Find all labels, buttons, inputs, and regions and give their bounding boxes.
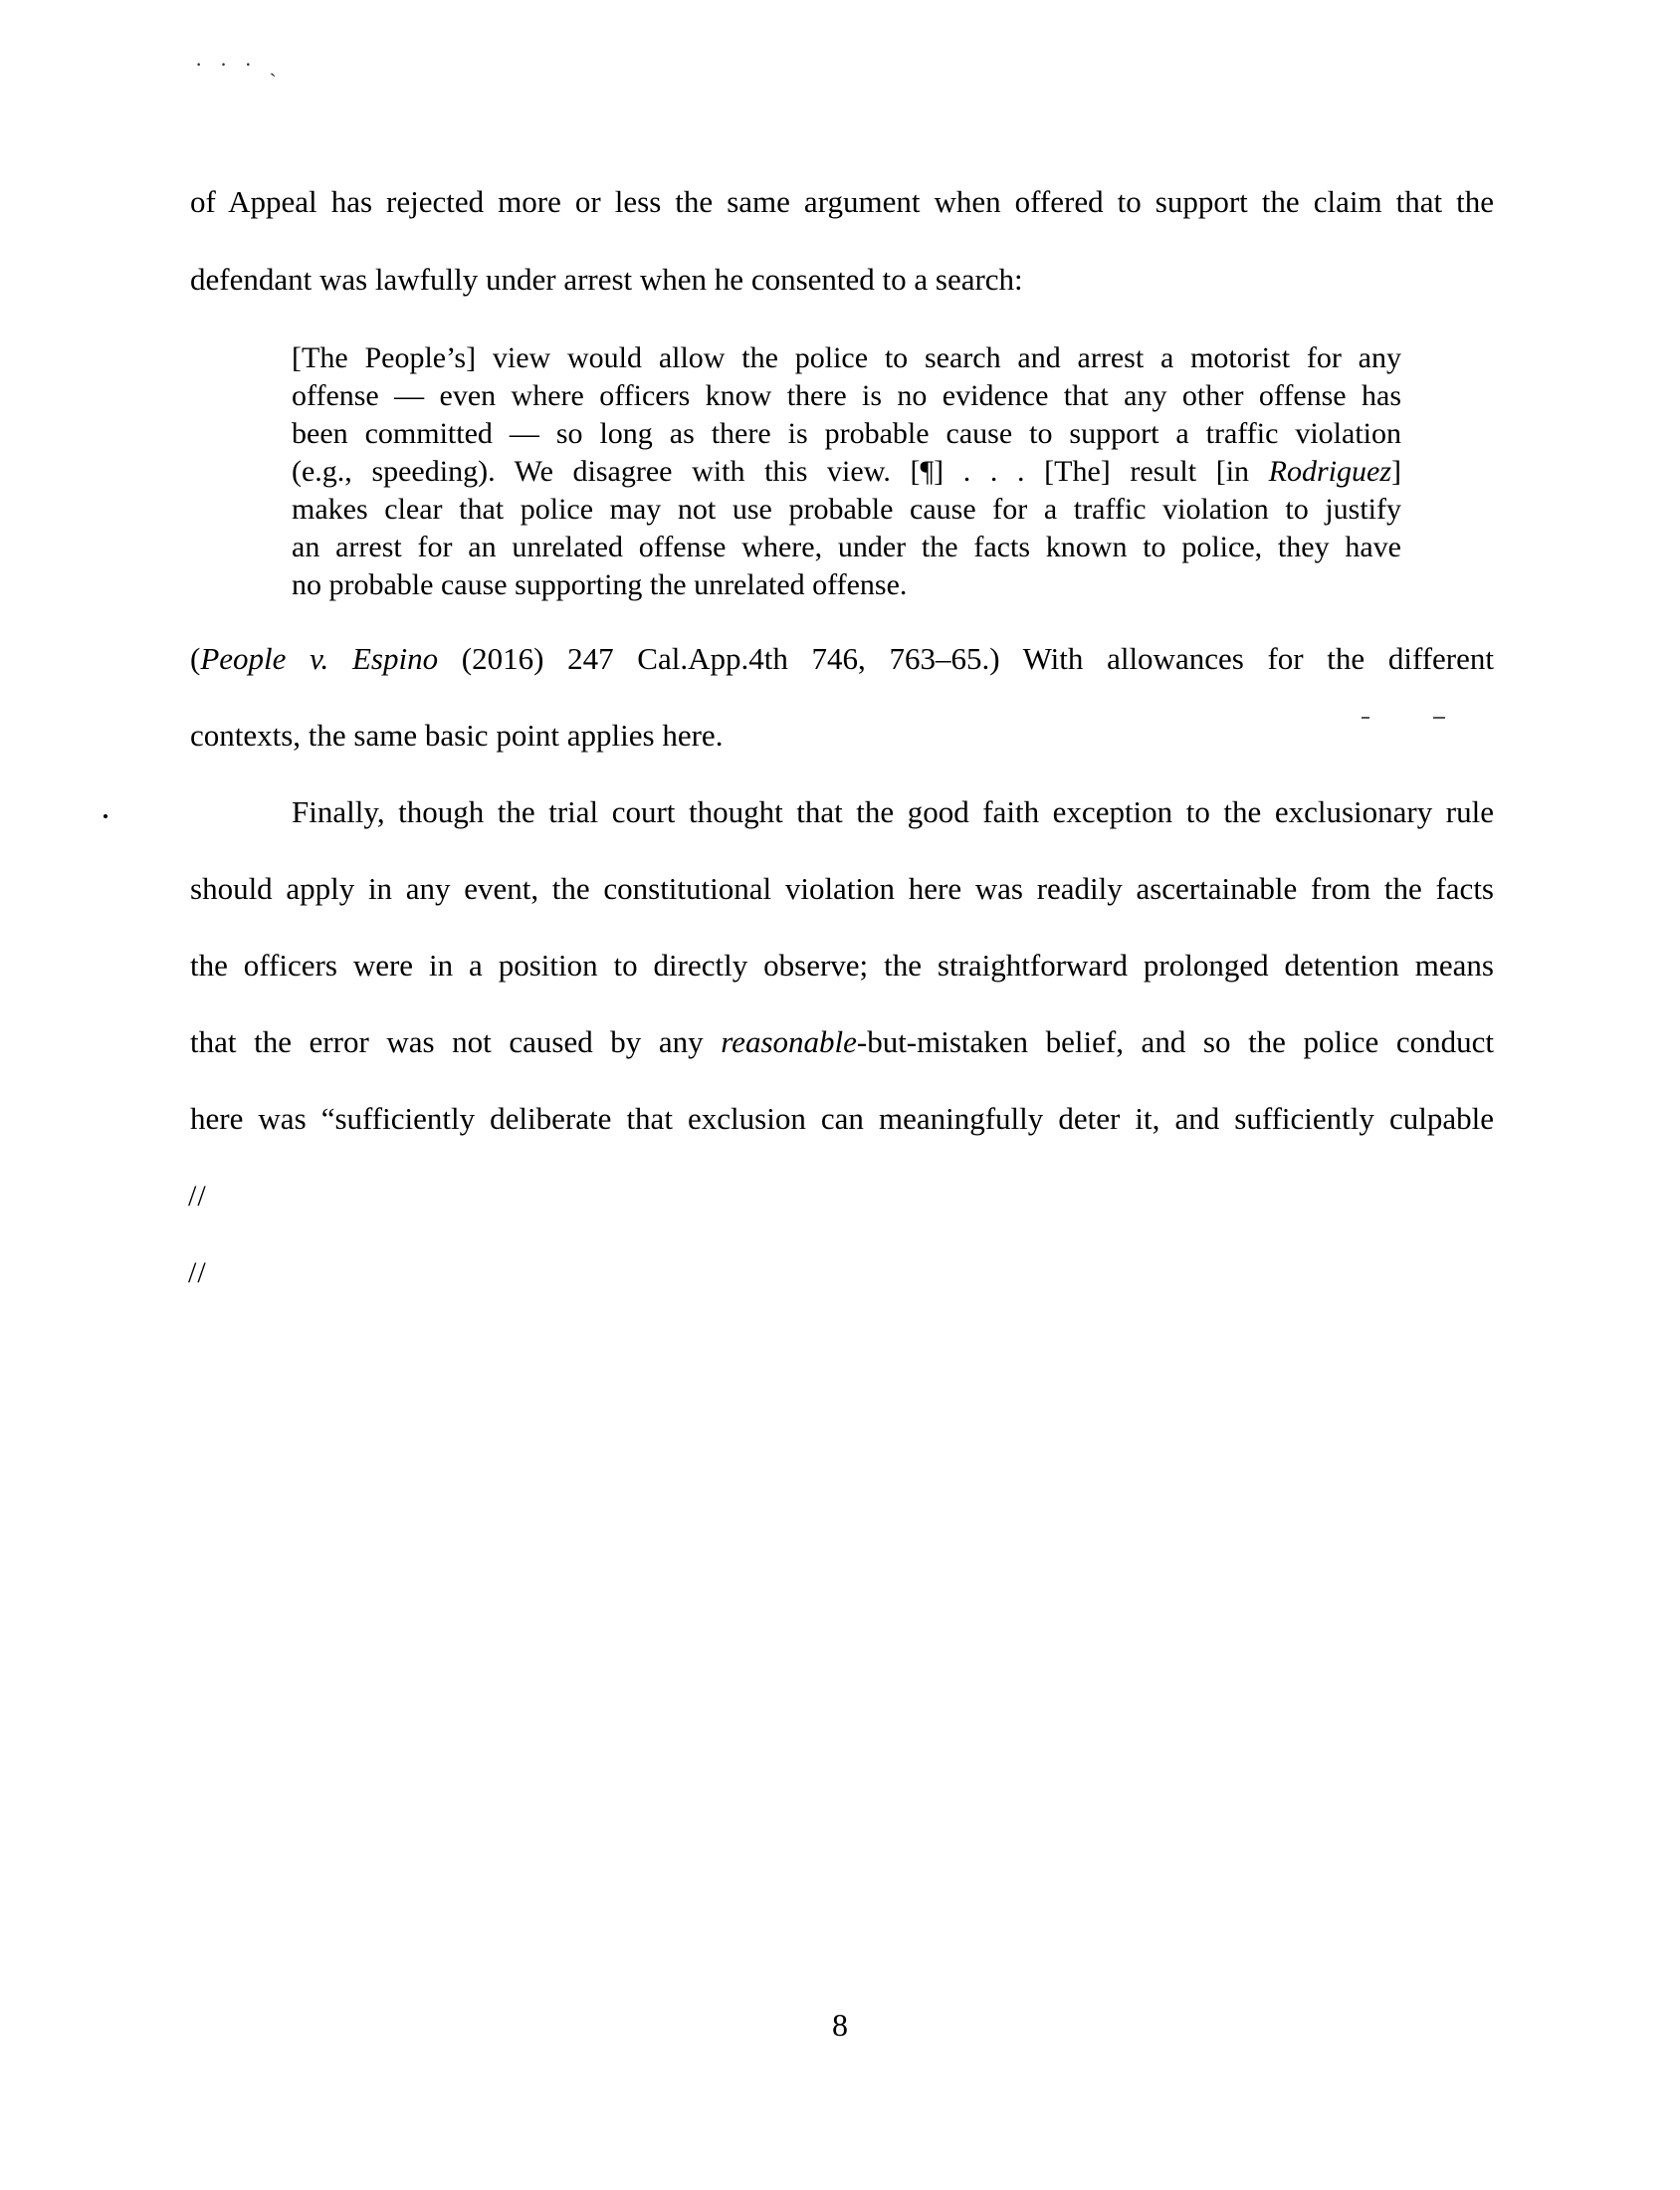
- scan-artifact-dash: [1362, 717, 1369, 719]
- paragraph-2-line-3: the officers were in a position to directly observe; the straightforward prolonged detention means: [190, 948, 1494, 983]
- block-quote-bracket: ]: [1391, 455, 1401, 488]
- page-number: 8: [832, 2007, 848, 2043]
- block-quote-line-3: been committed — so long as there is probable cause to support a traffic violation: [292, 417, 1401, 450]
- continuation-mark-1: //: [188, 1180, 207, 1212]
- emphasis-reasonable: reasonable: [721, 1024, 857, 1059]
- case-name-espino: People v. Espino: [200, 641, 439, 676]
- paragraph-2-line-5: here was “sufficiently deliberate that exclusion can meaningfully deter it, and sufficiently culpable: [190, 1101, 1494, 1136]
- block-quote-line-5: makes clear that police may not use probable cause for a traffic violation to justify: [292, 493, 1401, 526]
- citation-reference: (2016) 247 Cal.App.4th 746, 763–65.) With allowances for the different: [438, 641, 1495, 676]
- paragraph-2-line-4: [190, 1023, 1494, 1061]
- citation-line-2: contexts, the same basic point applies here.: [190, 718, 724, 753]
- citation-line-1: [190, 640, 1494, 678]
- case-name-rodriguez: Rodriguez: [1268, 455, 1391, 488]
- paragraph-2-line-1: Finally, though the trial court thought that the good faith exception to the exclusionary rule: [292, 794, 1494, 829]
- paragraph-2-line-4-start: that the error was not caused by any: [190, 1024, 722, 1059]
- block-quote-line-4-text: (e.g., speeding). We disagree with this view. [¶] . . . [The] result [in: [292, 455, 1269, 488]
- paragraph-1-line-2: defendant was lawfully under arrest when he consented to a search:: [190, 262, 1023, 297]
- paragraph-2-line-4-end: -but-mistaken belief, and so the police conduct: [856, 1024, 1494, 1059]
- block-quote-line-2: offense — even where officers know there is no evidence that any other offense has: [292, 379, 1401, 412]
- paragraph-2-line-2: should apply in any event, the constitutional violation here was readily ascertainable from the facts: [190, 871, 1494, 906]
- continuation-mark-2: //: [188, 1256, 207, 1289]
- citation-open-paren: (: [190, 641, 201, 676]
- block-quote-line-7: no probable cause supporting the unrelated offense.: [292, 568, 908, 601]
- scan-artifact-dash: [1433, 717, 1445, 719]
- block-quote-line-6: an arrest for an unrelated offense where, under the facts known to police, they have: [292, 531, 1401, 563]
- margin-dot: [104, 814, 107, 818]
- header-scan-marks: · · · ˎ: [195, 52, 283, 77]
- block-quote-line-1: [The People’s] view would allow the police to search and arrest a motorist for any: [292, 341, 1401, 374]
- block-quote-line-4: [292, 453, 1401, 491]
- paragraph-1-line-1: of Appeal has rejected more or less the same argument when offered to support the claim that the: [190, 184, 1494, 219]
